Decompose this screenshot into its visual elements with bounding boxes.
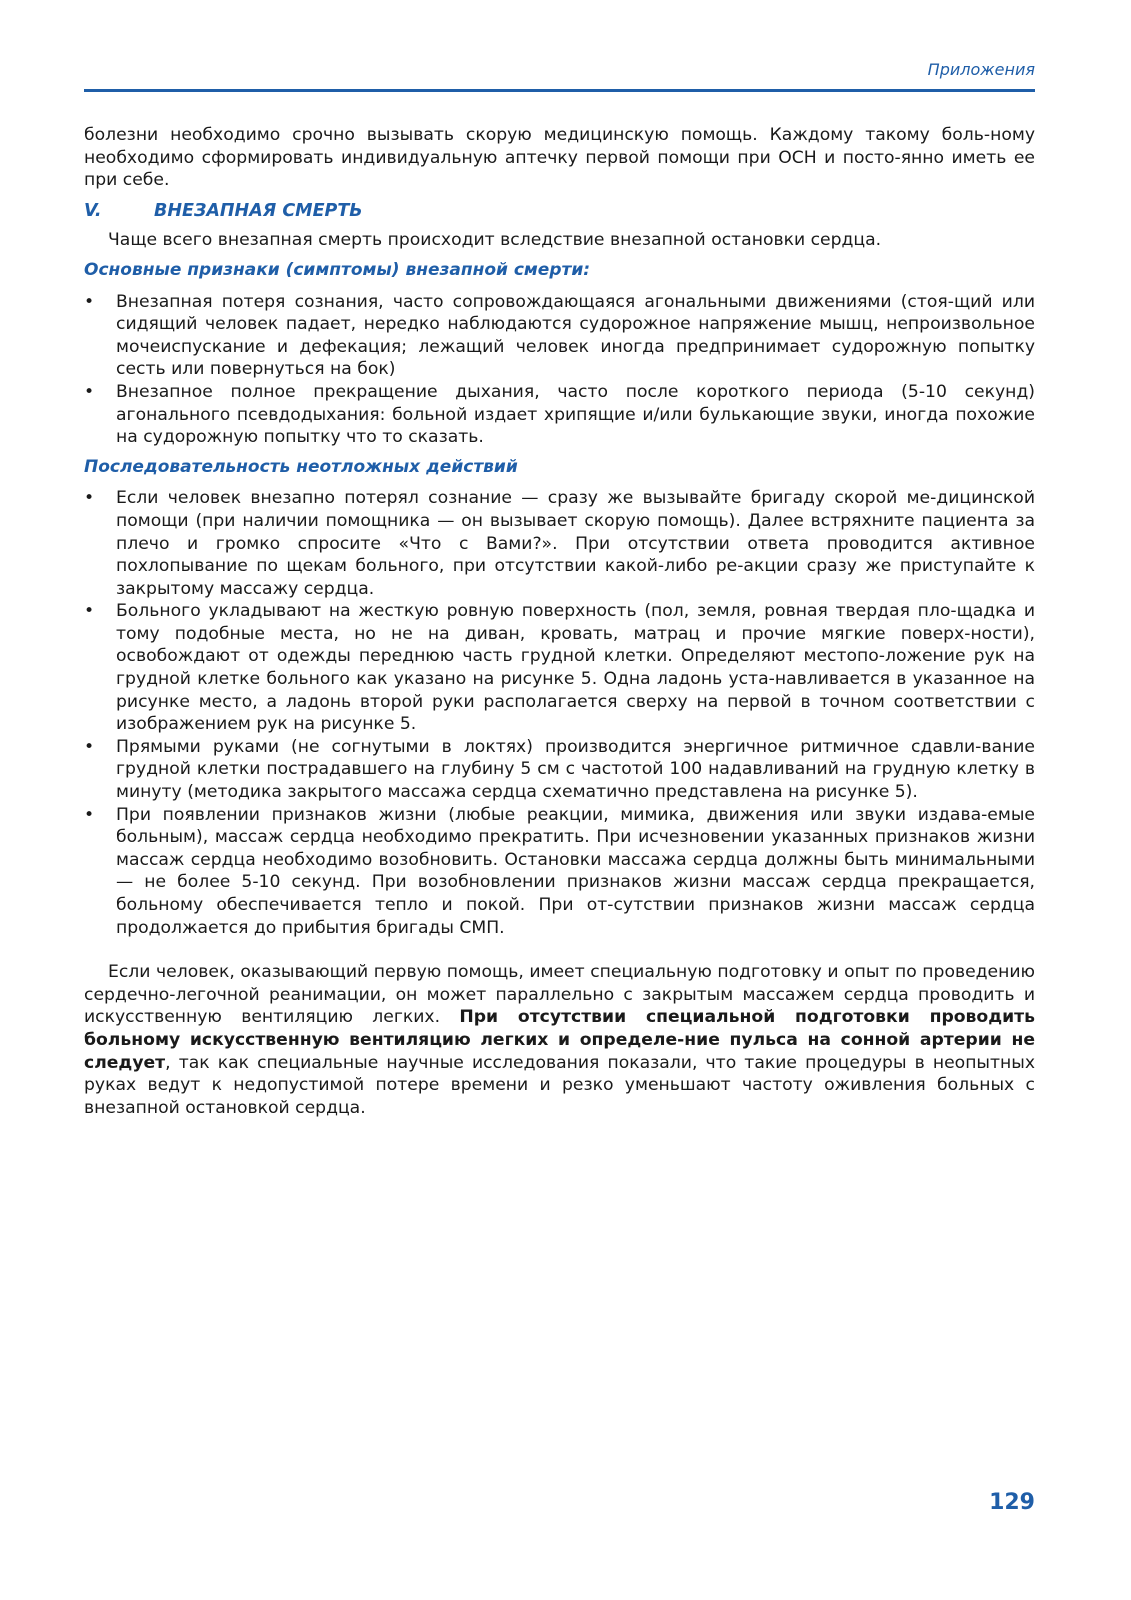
list-item [84, 381, 1035, 449]
section-title: ВНЕЗАПНАЯ СМЕРТЬ [154, 200, 363, 221]
list-item-text: Если человек внезапно потерял сознание — сразу же вызывайте бригаду скорой ме-дицинской помощи (при наличии помощника — он вызывает скорую помощь). Далее встряхните пациента за плечо и громко спросите «Что с Вами?». При отсутствии ответа проводится активное похлопывание по щекам больного, при отсутствии какой-либо ре-акции сразу же приступайте к закрытому массажу сердца. [116, 488, 1035, 599]
running-head: Приложения [927, 60, 1035, 79]
section-heading [84, 200, 1035, 223]
list-item-text: Больного укладывают на жесткую ровную поверхность (пол, земля, ровная твердая пло-щадка и тому подобные места, но не на диван, кровать, матрац и прочие мягкие поверх-ности), освобождают от одежды переднюю часть грудной клетки. Определяют местопо-ложение рук на грудной клетке больного как указано на рисунке 5. Одна ладонь уста-навливается в указанное на рисунке место, а ладонь второй руки располагается сверху на первой в точном соответствии с изображением рук на рисунке 5. [116, 601, 1035, 735]
closing-text-start: Если человек, оказывающий первую помощь, имеет специальную подготовку и опыт по проведению сердечно-легочной реанимации, он может параллельно с закрытым массажем сердца проводить и искусственную вентиляцию легких. [84, 962, 1035, 1028]
list-item-text: Внезапное полное прекращение дыхания, часто после короткого периода (5-10 секунд) агонального псевдодыхания: больной издает хрипящие и/или булькающие звуки, иногда похожие на судорожную попытку что то сказать. [116, 381, 1035, 448]
page-content [84, 124, 1035, 1119]
list-item [84, 600, 1035, 736]
list-item-text: При появлении признаков жизни (любые реакции, мимика, движения или звуки издава-емые больным), массаж сердца необходимо прекратить. При исчезновении указанных признаков жизни массаж сердца необходимо возобновить. Остановки массажа сердца должны быть минимальными — не более 5-10 секунд. При возобновлении признаков жизни массаж сердца прекращается, больному обеспечивается тепло и покой. При от-сутствии признаков жизни массаж сердца продолжается до прибытия бригады СМП. [116, 804, 1035, 938]
bullet-icon: • [84, 601, 95, 622]
header-rule [84, 89, 1035, 92]
closing-text-end: , так как специальные научные исследования показали, что такие процедуры в неопытных руках ведут к недопустимой потере времени и резко уменьшают частоту оживления больных с внезапной остановкой сердца. [84, 1052, 1035, 1118]
list-item [84, 291, 1035, 381]
closing-paragraph [84, 961, 1035, 1119]
section-lead: Чаще всего внезапная смерть происходит вследствие внезапной остановки сердца. [108, 230, 882, 251]
bullet-icon: • [84, 291, 95, 312]
list-item [84, 804, 1035, 940]
list-item-text: Прямыми руками (не согнутыми в локтях) производится энергичное ритмичное сдавли-вание грудной клетки пострадавшего на глубину 5 см с частотой 100 надавливаний на грудную клетку в минуту (методика закрытого массажа сердца схематично представлена на рисунке 5). [116, 736, 1035, 803]
bullet-icon: • [84, 804, 95, 825]
intro-paragraph: болезни необходимо срочно вызывать скорую медицинскую помощь. Каждому такому боль-ному необходимо сформировать индивидуальную аптечку первой помощи при ОСН и посто-янно иметь ее при себе. [84, 125, 1035, 191]
actions-list [84, 487, 1035, 939]
list-item [84, 487, 1035, 600]
list-item [84, 736, 1035, 804]
bullet-icon: • [84, 488, 95, 509]
section-number: V. [84, 200, 102, 221]
actions-heading: Последовательность неотложных действий [84, 456, 518, 477]
list-item-text: Внезапная потеря сознания, часто сопровождающаяся агональными движениями (стоя-щий или сидящий человек падает, нередко наблюдаются судорожное напряжение мышц, непроизвольное мочеиспускание и дефекация; лежащий человек иногда предпринимает судорожную попытку сесть или повернуться на бок) [116, 291, 1035, 380]
page-number: 129 [989, 1490, 1035, 1515]
signs-list [84, 291, 1035, 449]
closing-bold-warning: При отсутствии специальной подготовки проводить больному искусственную вентиляцию легких и определе-ние пульса на сонной артерии не следует [84, 1007, 1035, 1073]
bullet-icon: • [84, 736, 95, 757]
bullet-icon: • [84, 381, 95, 402]
signs-heading: Основные признаки (симптомы) внезапной смерти: [84, 259, 591, 280]
paragraph-gap [84, 939, 1035, 961]
